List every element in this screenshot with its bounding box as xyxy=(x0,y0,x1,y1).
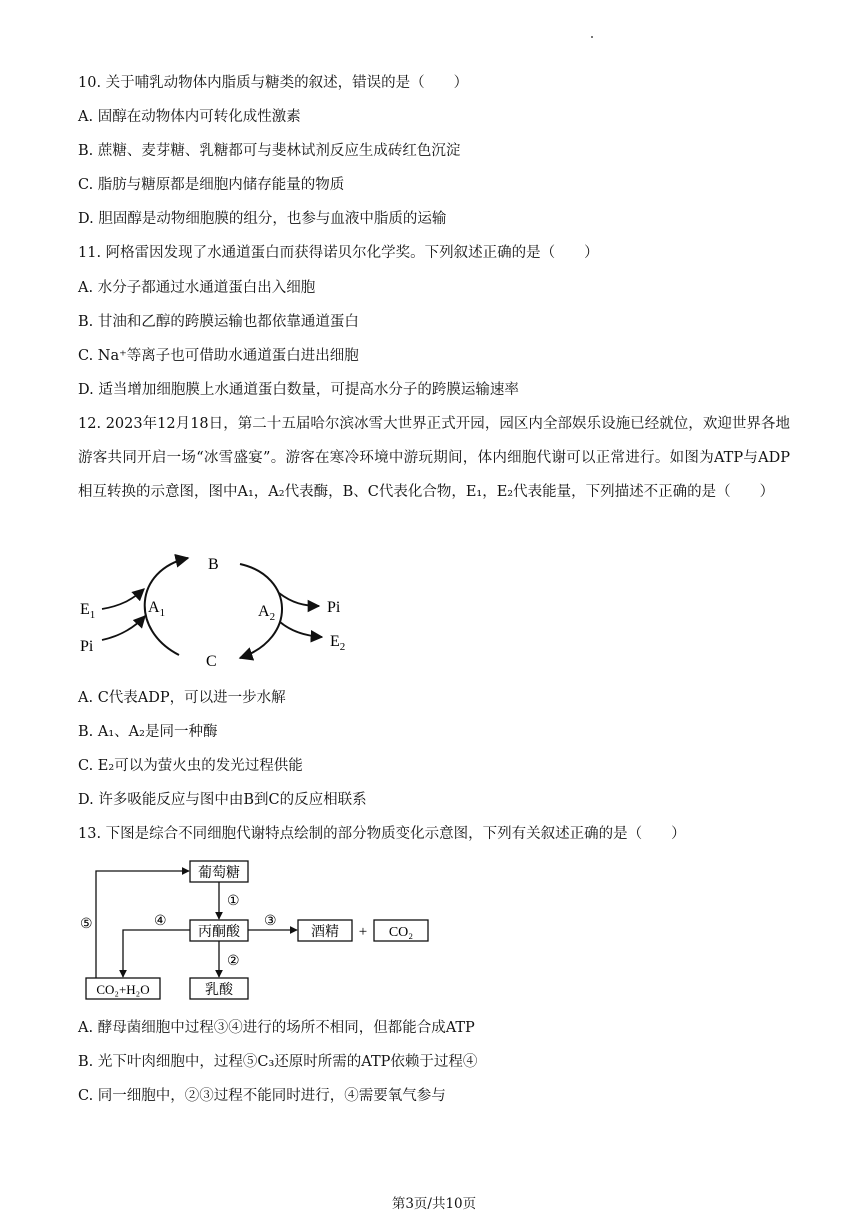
arrow-5 xyxy=(96,871,189,978)
lactic-label: 乳酸 xyxy=(205,983,233,998)
label-a1: $A_1$ xyxy=(148,599,166,619)
label-c: C xyxy=(206,653,217,670)
co2-h2o-label: CO₂+H₂O xyxy=(96,982,150,997)
q11-option-d: D. 适当增加细胞膜上水通道蛋白数量，可提高水分子的跨膜运输速率 xyxy=(78,382,519,398)
label-b: B xyxy=(208,556,219,573)
q13-option-c: C. 同一细胞中，②③过程不能同时进行，④需要氧气参与 xyxy=(78,1088,446,1104)
pi-out-arrow xyxy=(279,593,319,606)
step-2-label: ② xyxy=(227,954,240,969)
q11-stem: 11. 阿格雷因发现了水通道蛋白而获得诺贝尔化学奖。下列叙述正确的是（ ） xyxy=(78,245,599,261)
pi-in-arrow xyxy=(102,616,145,640)
q11-option-c: C. Na⁺等离子也可借助水通道蛋白进出细胞 xyxy=(78,348,359,364)
label-e2: $E_2$ xyxy=(330,633,346,653)
q13-option-a: A. 酵母菌细胞中过程③④进行的场所不相同，但都能合成ATP xyxy=(78,1020,475,1036)
e2-out-arrow xyxy=(280,622,322,637)
atp-adp-cycle-diagram xyxy=(72,548,372,673)
pyruvate-label: 丙酮酸 xyxy=(198,925,240,940)
arrow-4 xyxy=(123,930,190,977)
q11-option-b: B. 甘油和乙醇的跨膜运输也都依靠通道蛋白 xyxy=(78,314,359,330)
q12-option-c: C. E₂可以为萤火虫的发光过程供能 xyxy=(78,758,303,774)
step-3-label: ③ xyxy=(264,914,277,929)
q10-option-b: B. 蔗糖、麦芽糖、乳糖都可与斐林试剂反应生成砖红色沉淀 xyxy=(78,143,461,159)
label-e1: $E_1$ xyxy=(80,601,96,621)
q13-stem: 13. 下图是综合不同细胞代谢特点绘制的部分物质变化示意图，下列有关叙述正确的是（ ） xyxy=(78,826,686,842)
glucose-label: 葡萄糖 xyxy=(198,866,240,881)
step-1-label: ① xyxy=(227,894,240,909)
q10-option-a: A. 固醇在动物体内可转化成性激素 xyxy=(78,109,301,125)
label-pi-left: Pi xyxy=(80,638,94,655)
alcohol-label: 酒精 xyxy=(311,925,339,940)
q13-option-b: B. 光下叶肉细胞中，过程⑤C₃还原时所需的ATP依赖于过程④ xyxy=(78,1054,478,1070)
q12-stem: 12. 2023年12月18日，第二十五届哈尔滨冰雪大世界正式开园，园区内全部娱乐设施已经就位，欢迎世界各地游客共同开启一场“冰雪盛宴”。游客在寒冷环境中游玩期间，体内细胞代谢可以正常进行。如图为ATP与ADP相互转换的示意图，图中A₁，A₂代表酶，B、C代表化合物，E₁，E₂代表能量，下列描述不正确的是（ ） xyxy=(78,416,790,500)
metabolism-flow-diagram xyxy=(76,855,446,1005)
q12-option-b: B. A₁、A₂是同一种酶 xyxy=(78,724,218,740)
q10-option-d: D. 胆固醇是动物细胞膜的组分，也参与血液中脂质的运输 xyxy=(78,211,447,227)
plus-sign: + xyxy=(358,924,368,940)
label-pi-right: Pi xyxy=(327,599,341,616)
scan-dot xyxy=(591,36,593,38)
q10-stem: 10. 关于哺乳动物体内脂质与糖类的叙述，错误的是（ ） xyxy=(78,75,469,91)
co2-label: CO₂ xyxy=(388,925,414,940)
q12-option-a: A. C代表ADP，可以进一步水解 xyxy=(78,690,286,706)
q10-option-c: C. 脂肪与糖原都是细胞内储存能量的物质 xyxy=(78,177,345,193)
page-footer: 第3页/共10页 xyxy=(391,1196,477,1212)
step-4-label: ④ xyxy=(154,914,167,929)
q11-option-a: A. 水分子都通过水通道蛋白出入细胞 xyxy=(78,280,316,296)
q12-option-d: D. 许多吸能反应与图中由B到C的反应相联系 xyxy=(78,792,367,808)
label-a2: $A_2$ xyxy=(258,603,276,623)
step-5-label: ⑤ xyxy=(80,917,93,932)
e1-arrow xyxy=(102,589,144,609)
